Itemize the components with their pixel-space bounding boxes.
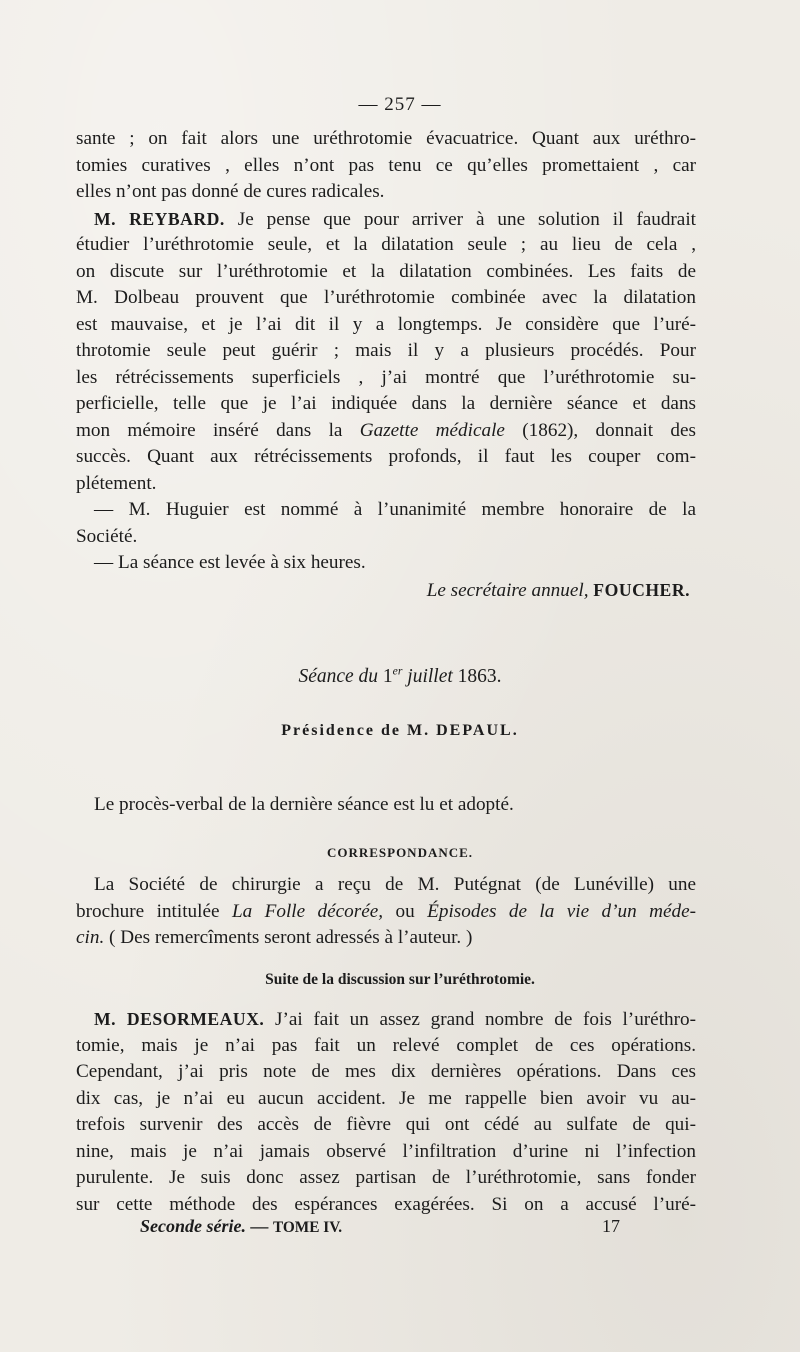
signature-mark: 17 (602, 1216, 620, 1236)
correspondance-heading: CORRESPONDANCE. (326, 845, 474, 860)
text-line (76, 418, 696, 445)
seance-prefix: Séance du (298, 666, 383, 687)
text-line: succès. Quant aux rétrécissements profonds, il faut les couper com- (76, 446, 696, 467)
seance-day: 1 (382, 666, 393, 687)
text-line: Cependant, j’ai pris note de mes dix dernières opérations. Dans ces (76, 1061, 696, 1082)
body-text-top (76, 126, 696, 603)
text-line (76, 899, 696, 926)
seance-title (0, 666, 800, 688)
text-line: dix cas, je n’ai eu aucun accident. Je me rappelle bien avoir vu au- (76, 1087, 696, 1109)
text-line: sur cette méthode des espérances exagérées. Si on a accusé l’uré- (76, 1193, 696, 1215)
text-line: les rétrécissements superficiels , j’ai montré que l’uréthrotomie su- (76, 366, 696, 388)
signature (76, 577, 696, 604)
text-line: elles n’ont pas donné de cures radicales. (76, 181, 385, 202)
text-line: plétement. (76, 472, 157, 494)
text-span: J’ai fait un assez grand nombre de fois l’uréthro- (264, 1009, 696, 1030)
seance-month: juillet (402, 666, 458, 687)
correspondance-paragraph (76, 872, 696, 952)
seance-sup: er (392, 664, 403, 678)
text-line: tomies curatives , elles n’ont pas tenu ce qu’elles promettaient , car (76, 154, 696, 176)
text-line: on discute sur l’uréthrotomie et la dilatation combinées. Les faits de (76, 260, 696, 282)
text-line: throtomie seule peut guérir ; mais il y a plusieurs procédés. Pour (76, 340, 696, 361)
page-number: — 257 — (358, 94, 442, 115)
text-line: tomie, mais je n’ai pas fait un relevé complet de ces opérations. (76, 1034, 696, 1056)
text-line: Le procès-verbal de la dernière séance est lu et adopté. (94, 794, 514, 815)
text-span: Je pense que pour arriver à une solution il faudrait (224, 208, 696, 230)
text-line: est mauvaise, et je l’ai dit il y a longtemps. Je considère que l’uré- (76, 313, 696, 335)
text-span: ( Des remercîments seront adressés à l’auteur. ) (104, 927, 473, 948)
text-line: Société. (76, 525, 138, 547)
text-line: trefois survenir des accès de fièvre qui ont cédé au sulfate de qui- (76, 1114, 696, 1135)
book-subtitle-end: cin. (76, 927, 105, 948)
book-title: La Folle décorée, (231, 900, 384, 922)
page-footer (140, 1216, 620, 1237)
speaker-name: M. DESORMEAUX. (94, 1009, 265, 1029)
text-line: La Société de chirurgie a reçu de M. Putégnat (de Lunéville) une (94, 874, 696, 895)
text-line: — La séance est levée à six heures. (94, 552, 366, 573)
text-line: perficielle, telle que je l’ai indiquée dans la dernière séance et dans (76, 393, 696, 414)
footer-series (140, 1216, 342, 1237)
text-line: sante ; on fait alors une uréthrotomie évacuatrice. Quant aux uréthro- (76, 128, 696, 149)
text-line (76, 925, 696, 952)
signature-title: Le secrétaire annuel, (426, 579, 589, 601)
text-line: purulente. Je suis donc assez partisan de l’uréthrotomie, sans fonder (76, 1167, 696, 1188)
text-line (76, 206, 696, 233)
text-line: — M. Huguier est nommé à l’unanimité membre honoraire de la (94, 499, 696, 520)
text-span: mon mémoire inséré dans la (76, 419, 360, 441)
footer-dash: — (245, 1216, 273, 1236)
text-line: M. Dolbeau prouvent que l’uréthrotomie combinée avec la dilatation (76, 287, 696, 308)
discussion-heading: Suite de la discussion sur l’uréthrotomie. (265, 971, 535, 988)
proces-verbal (76, 792, 696, 819)
series-label: Seconde série. (140, 1216, 246, 1236)
text-line: étudier l’uréthrotomie seule, et la dilatation seule ; au lieu de cela , (76, 234, 696, 255)
book-subtitle: Épisodes de la vie d’un méde- (427, 900, 697, 922)
seance-year: 1863. (457, 666, 502, 687)
speaker-name: M. REYBARD. (94, 208, 225, 229)
text-line: nine, mais je n’ai jamais observé l’infiltration d’urine ni l’infection (76, 1140, 696, 1162)
text-line (76, 1006, 696, 1033)
tome-label: TOME IV. (272, 1219, 343, 1236)
text-span: brochure intitulée (76, 900, 232, 922)
journal-title: Gazette médicale (359, 419, 505, 441)
text-span: ou (383, 900, 428, 922)
text-span: (1862), donnait des (504, 419, 696, 441)
presidence-heading: Présidence de M. DEPAUL. (281, 722, 519, 739)
signature-name: FOUCHER. (593, 579, 690, 600)
desormeaux-paragraph (76, 1006, 696, 1218)
